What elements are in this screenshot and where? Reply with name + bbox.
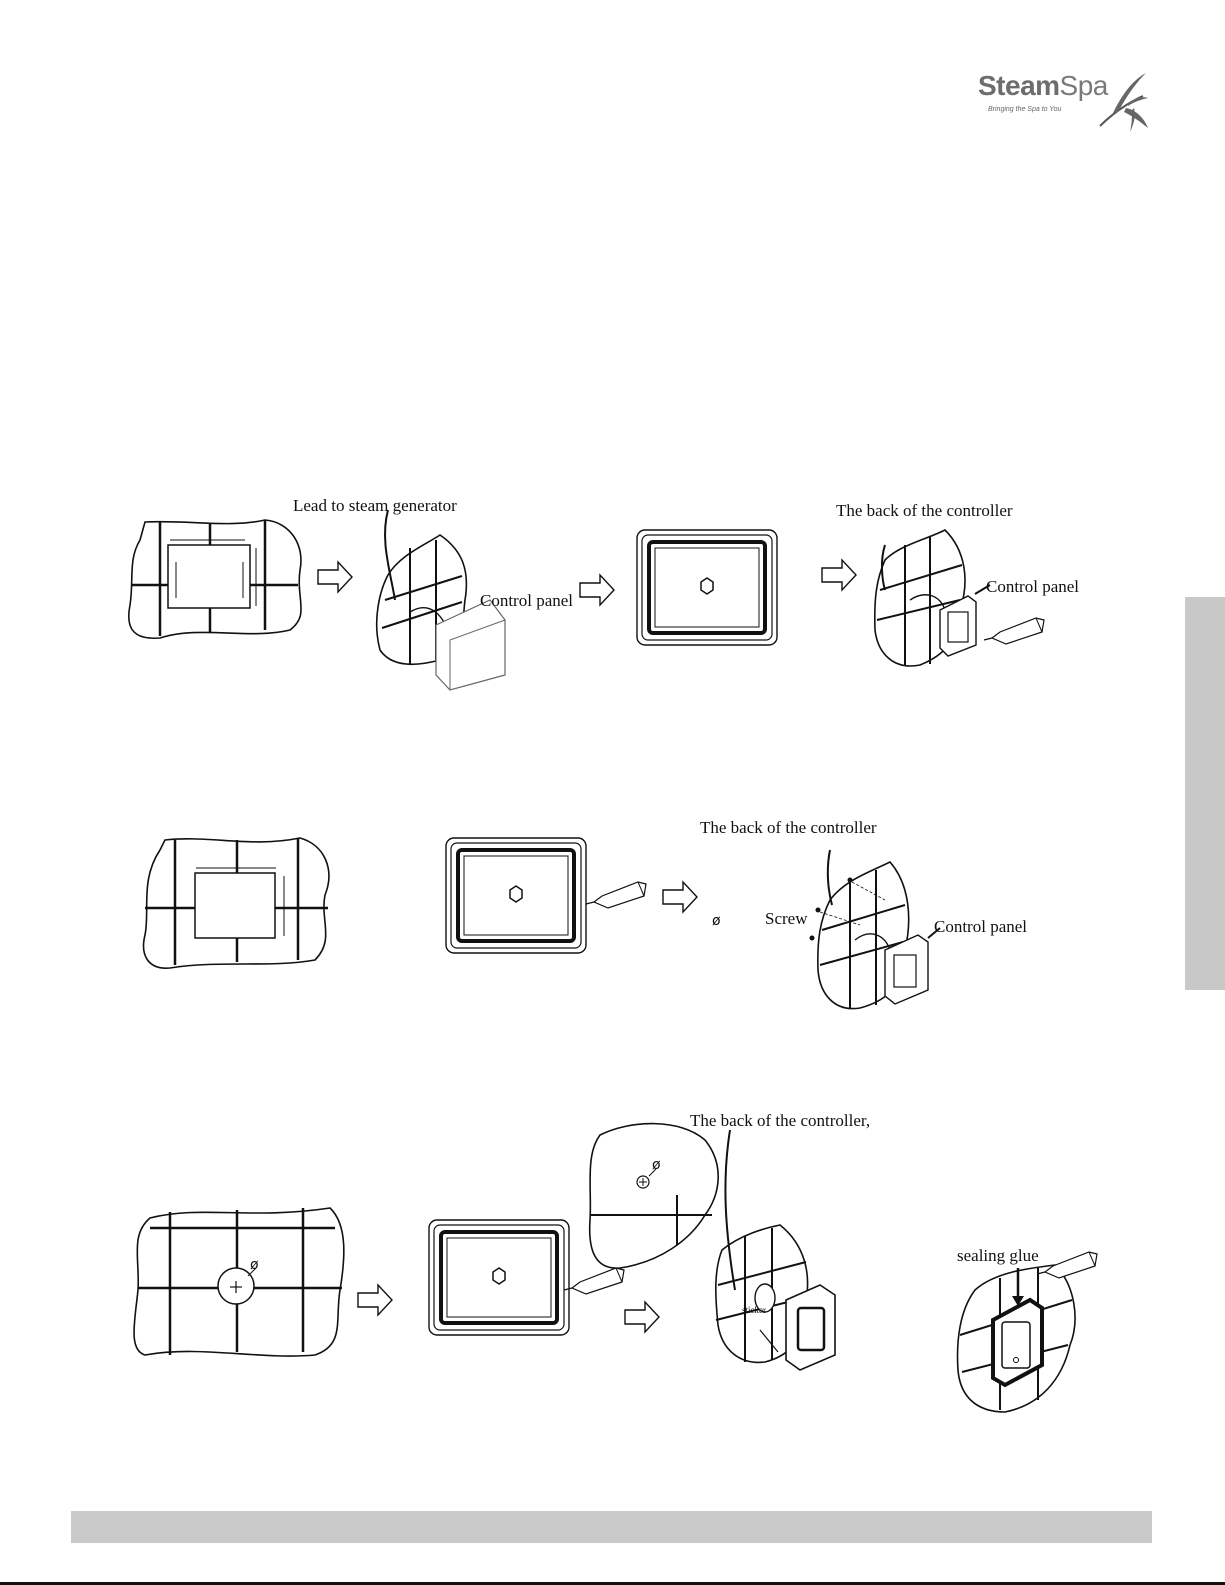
detail-bubble-figure	[590, 1124, 719, 1269]
sealed-controller-figure	[958, 1265, 1075, 1412]
label-sealing-glue: sealing glue	[957, 1246, 1039, 1265]
arrow-right-icon	[663, 882, 697, 912]
arrow-right-icon	[358, 1285, 392, 1315]
logo-wordmark: SteamSpa	[978, 70, 1108, 101]
controller-mount-figure-1	[875, 530, 990, 666]
diameter-symbol: ø	[250, 1257, 259, 1273]
diameter-symbol: ø	[652, 1157, 661, 1173]
label-control-panel: Control panel	[986, 577, 1080, 596]
label-lead-to-steam-generator: Lead to steam generator	[293, 496, 457, 515]
glue-tube-icon	[586, 882, 646, 908]
logo-tagline: Bringing the Spa to You	[988, 106, 1062, 113]
glue-tube-icon	[984, 618, 1044, 644]
arrow-right-icon	[625, 1302, 659, 1332]
label-control-panel: Control panel	[480, 591, 574, 610]
arrow-right-icon	[318, 562, 352, 592]
wall-cutout-figure-2	[144, 838, 329, 968]
control-panel-front-figure	[446, 838, 586, 953]
label-back-of-controller: The back of the controller	[836, 501, 1013, 520]
label-back-of-controller: The back of the controller,	[690, 1111, 871, 1130]
glue-tube-icon	[564, 1268, 624, 1294]
wall-hole-figure	[134, 1208, 344, 1356]
arrow-right-icon	[580, 575, 614, 605]
control-panel-front-figure	[637, 530, 777, 645]
label-sticker: sticker	[742, 1305, 766, 1315]
controller-mount-figure-3	[716, 1130, 835, 1370]
label-screw: Screw	[765, 909, 808, 928]
wall-cutout-figure-1	[129, 520, 301, 638]
arrow-right-icon	[822, 560, 856, 590]
label-back-of-controller: The back of the controller	[700, 818, 877, 837]
diameter-symbol: ø	[712, 913, 721, 929]
control-panel-front-figure	[429, 1220, 569, 1335]
controller-mount-figure-2	[810, 850, 941, 1009]
label-control-panel: Control panel	[934, 917, 1028, 936]
